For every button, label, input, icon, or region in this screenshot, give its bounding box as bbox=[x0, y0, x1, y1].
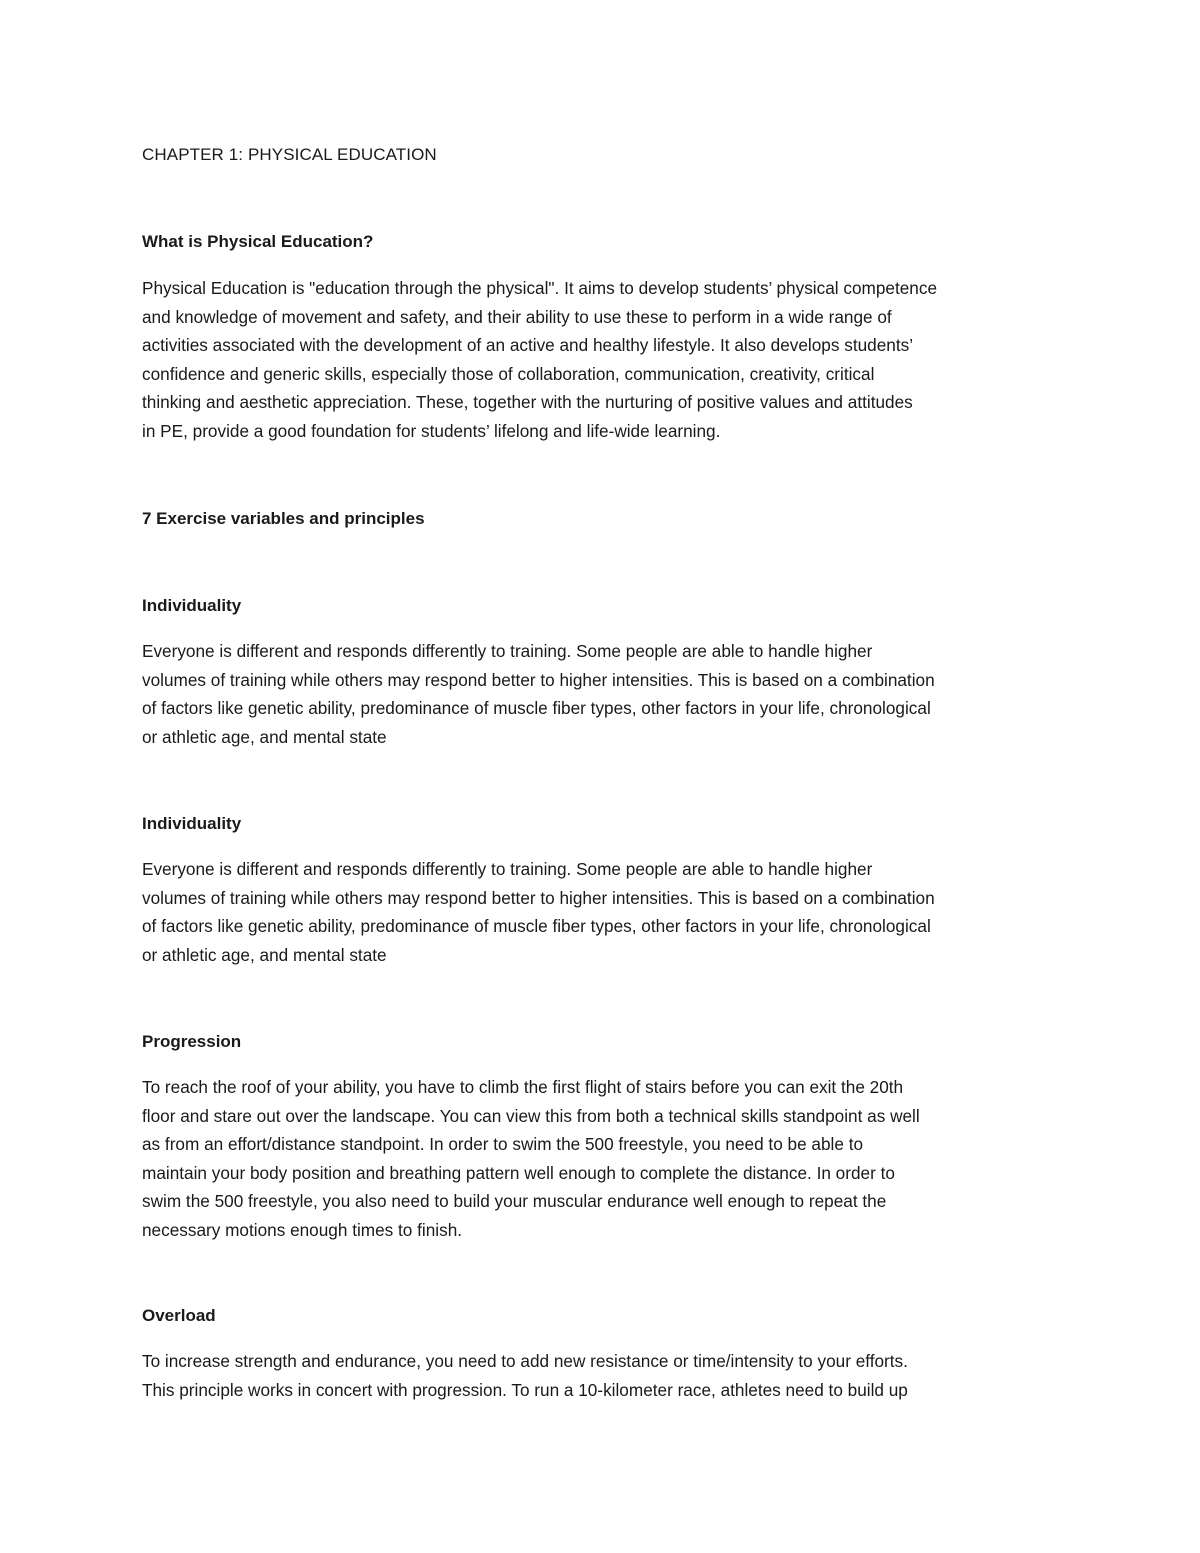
paragraph-line: This principle works in concert with progression. To run a 10-kilometer race, athletes need to build up bbox=[142, 1379, 908, 1400]
paragraph-line: activities associated with the development of an active and healthy lifestyle. It also develops students’ bbox=[142, 335, 914, 355]
paragraph-line: volumes of training while others may respond better to higher intensities. This is based on a combination bbox=[142, 887, 935, 908]
section-paragraph-overload bbox=[142, 1347, 1062, 1404]
paragraph-line: or athletic age, and mental state bbox=[142, 944, 387, 965]
paragraph-line: or athletic age, and mental state bbox=[142, 726, 387, 747]
section-paragraph-individuality bbox=[142, 637, 1062, 751]
paragraph-line: thinking and aesthetic appreciation. These, together with the nurturing of positive values and attitudes bbox=[142, 392, 913, 412]
paragraph-line: To increase strength and endurance, you need to add new resistance or time/intensity to your efforts. bbox=[142, 1351, 908, 1371]
section-paragraph-individuality-repeat bbox=[142, 855, 1062, 969]
paragraph-line: confidence and generic skills, especially those of collaboration, communication, creativity, critical bbox=[142, 363, 875, 384]
section-heading-what-is-pe: What is Physical Education? bbox=[142, 232, 374, 251]
section-heading-progression: Progression bbox=[142, 1032, 242, 1051]
paragraph-line: necessary motions enough times to finish. bbox=[142, 1219, 463, 1240]
paragraph-line: Everyone is different and responds differently to training. Some people are able to handle higher bbox=[142, 859, 873, 879]
document-page bbox=[142, 0, 1062, 1553]
section-paragraph-progression bbox=[142, 1073, 1062, 1244]
paragraph-line: as from an effort/distance standpoint. In order to swim the 500 freestyle, you need to be able to bbox=[142, 1134, 864, 1154]
paragraph-line: of factors like genetic ability, predominance of muscle fiber types, other factors in your life, chronological bbox=[142, 698, 931, 718]
paragraph-line: floor and stare out over the landscape. You can view this from both a technical skills standpoint as well bbox=[142, 1105, 920, 1126]
paragraph-line: volumes of training while others may respond better to higher intensities. This is based on a combination bbox=[142, 669, 935, 690]
section-paragraph-what-is-pe bbox=[142, 274, 1062, 445]
paragraph-line: Everyone is different and responds differently to training. Some people are able to handle higher bbox=[142, 641, 873, 661]
section-heading-exercise-variables: 7 Exercise variables and principles bbox=[142, 509, 425, 528]
section-heading-overload: Overload bbox=[142, 1306, 216, 1325]
chapter-title: CHAPTER 1: PHYSICAL EDUCATION bbox=[142, 145, 437, 164]
paragraph-line: and knowledge of movement and safety, and their ability to use these to perform in a wide range of bbox=[142, 306, 892, 327]
paragraph-line: in PE, provide a good foundation for students’ lifelong and life-wide learning. bbox=[142, 420, 721, 441]
paragraph-line: swim the 500 freestyle, you also need to build your muscular endurance well enough to repeat the bbox=[142, 1191, 887, 1211]
paragraph-line: To reach the roof of your ability, you have to climb the first flight of stairs before you can exit the 20th bbox=[142, 1077, 904, 1097]
section-heading-individuality-repeat: Individuality bbox=[142, 814, 242, 833]
paragraph-line: maintain your body position and breathing pattern well enough to complete the distance. In order to bbox=[142, 1162, 895, 1183]
section-heading-individuality: Individuality bbox=[142, 596, 242, 615]
paragraph-line: Physical Education is "education through the physical". It aims to develop students’ physical competence bbox=[142, 278, 937, 298]
paragraph-line: of factors like genetic ability, predominance of muscle fiber types, other factors in your life, chronological bbox=[142, 916, 931, 936]
